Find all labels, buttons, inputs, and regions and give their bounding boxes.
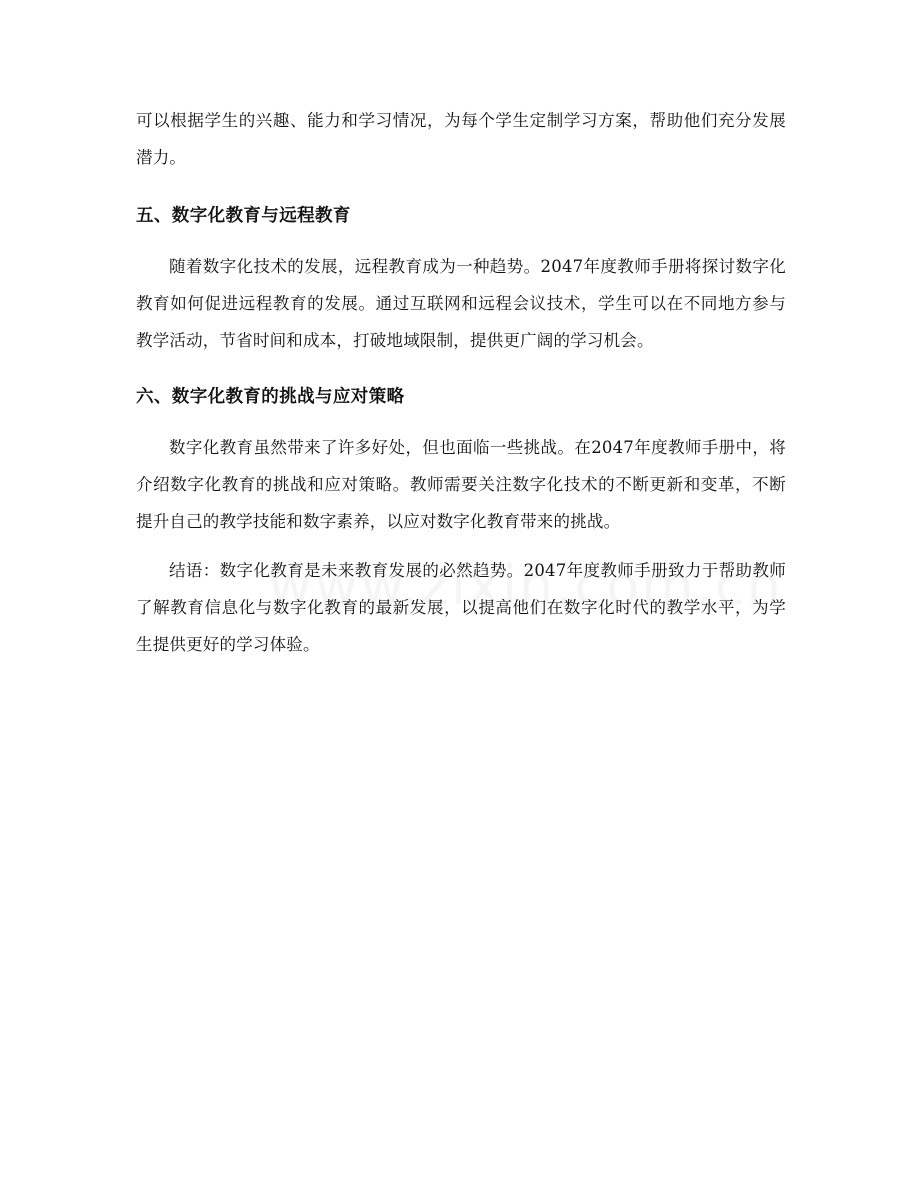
section-6-heading: 六、数字化教育的挑战与应对策略 (136, 387, 405, 407)
document-body (136, 102, 786, 663)
conclusion-paragraph: 结语：数字化教育是未来教育发展的必然趋势。2047年度教师手册致力于帮助教师了解教育信息化与数字化教育的最新发展，以提高他们在数字化时代的教学水平，为学生提供更好的学习体验。 (136, 561, 786, 654)
intro-continuation-paragraph: 可以根据学生的兴趣、能力和学习情况，为每个学生定制学习方案，帮助他们充分发展潜力。 (136, 111, 786, 167)
section-5-heading: 五、数字化教育与远程教育 (136, 206, 351, 226)
section-6-paragraph: 数字化教育虽然带来了许多好处，但也面临一些挑战。在2047年度教师手册中，将介绍数字化教育的挑战和应对策略。教师需要关注数字化技术的不断更新和变革，不断提升自己的教学技能和数字素养，以应对数字化教育带来的挑战。 (136, 438, 786, 531)
section-5-paragraph: 随着数字化技术的发展，远程教育成为一种趋势。2047年度教师手册将探讨数字化教育如何促进远程教育的发展。通过互联网和远程会议技术，学生可以在不同地方参与教学活动，节省时间和成本，打破地域限制，提供更广阔的学习机会。 (136, 257, 786, 350)
